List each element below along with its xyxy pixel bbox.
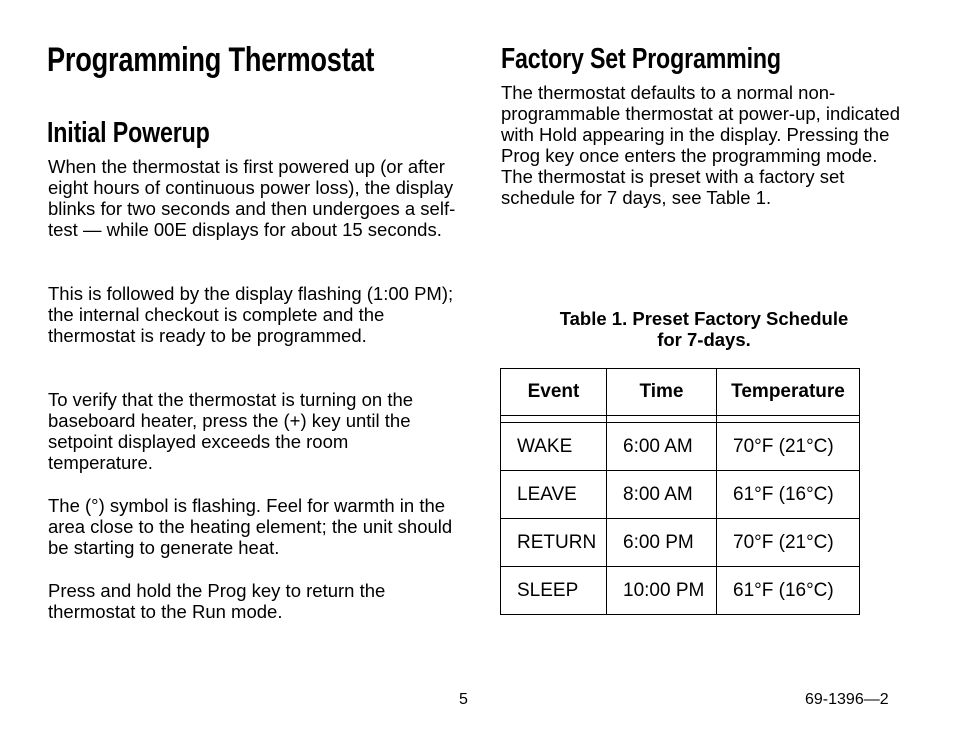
cell-event: RETURN [501, 519, 607, 567]
table-header-row [501, 369, 860, 416]
page-title: Programming Thermostat [47, 41, 375, 79]
section-heading-factory-set: Factory Set Programming [501, 43, 781, 75]
table-caption-line-2: for 7-days. [657, 329, 751, 350]
cell-temperature: 61°F (16°C) [717, 567, 860, 615]
table-caption-line-1: Table 1. Preset Factory Schedule [559, 308, 849, 329]
schedule-table [500, 368, 860, 615]
cell-event: LEAVE [501, 471, 607, 519]
table-row [501, 519, 860, 567]
cell-event: SLEEP [501, 567, 607, 615]
table-row [501, 471, 860, 519]
column-header-temperature: Temperature [717, 369, 860, 416]
cell-time: 10:00 PM [607, 567, 717, 615]
cell-time: 6:00 AM [607, 423, 717, 471]
paragraph-powerup-4: The (°) symbol is flashing. Feel for warmth in the area close to the heating element; the unit should be starting to generate heat. [48, 495, 453, 558]
table-header-spacer [501, 416, 860, 423]
paragraph-factory-set: The thermostat defaults to a normal non-programmable thermostat at power-up, indicated with Hold appearing in the display. Pressing the Prog key once enters the programming mode. The thermostat is preset with a factory set schedule for 7 days, see Table 1. [501, 82, 900, 208]
cell-time: 6:00 PM [607, 519, 717, 567]
column-header-event: Event [501, 369, 607, 416]
table-caption [501, 308, 907, 350]
paragraph-powerup-3: To verify that the thermostat is turning on the baseboard heater, press the (+) key until the setpoint displayed exceeds the room temperature. [48, 389, 414, 473]
paragraph-powerup-5: Press and hold the Prog key to return the thermostat to the Run mode. [48, 580, 386, 622]
paragraph-powerup-2: This is followed by the display flashing (1:00 PM); the internal checkout is complete and the thermostat is ready to be programmed. [48, 283, 454, 346]
cell-temperature: 70°F (21°C) [717, 519, 860, 567]
page-number: 5 [459, 691, 468, 708]
column-header-time: Time [607, 369, 717, 416]
cell-time: 8:00 AM [607, 471, 717, 519]
document-number: 69-1396—2 [805, 691, 889, 708]
paragraph-powerup-1: When the thermostat is first powered up (or after eight hours of continuous power loss), the display blinks for two seconds and then undergoes a self-test — while 00E displays for about 15 seconds. [48, 156, 456, 240]
table-row [501, 567, 860, 615]
section-heading-initial-powerup: Initial Powerup [47, 117, 210, 149]
cell-temperature: 61°F (16°C) [717, 471, 860, 519]
cell-temperature: 70°F (21°C) [717, 423, 860, 471]
table-row [501, 423, 860, 471]
cell-event: WAKE [501, 423, 607, 471]
